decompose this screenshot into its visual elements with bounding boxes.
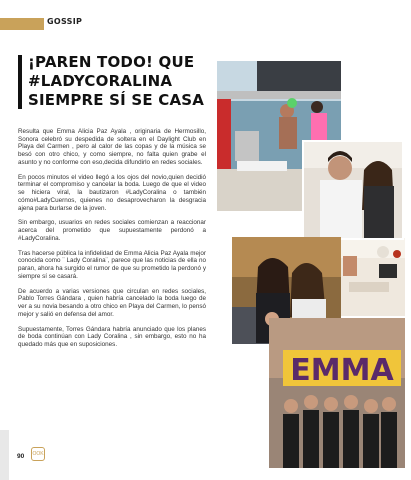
paragraph-1: Resulta que Emma Alicia Paz Ayala , originaria de Hermosillo, Sonora celebró su despedida de soltera en el Daylight Club en Playa del Carmen , pero al calor de las copas y de la música se besó con otro chico, y como siempre, no falta quien grabe el asunto y no conforme con eso,decida difundirlo en redes sociales.: [18, 128, 206, 166]
photo-table: [339, 238, 405, 316]
magazine-logo: OOK: [31, 447, 45, 461]
article-body: [18, 128, 206, 356]
footer-bar: [0, 430, 9, 480]
section-tab: [0, 18, 44, 30]
headline-line-1: ¡PAREN TODO! QUE: [28, 53, 195, 71]
paragraph-3: Sin embargo, usuarios en redes sociales comienzan a reaccionar acerca del prometido que supuestamente perdonó a #LadyCoralina.: [18, 219, 206, 242]
photo-couple: [302, 140, 404, 240]
headline-bar: [18, 55, 22, 109]
paragraph-2: En pocos minutos el video llegó a los ojos del novio,quien decidió terminar el compromiso y cancelar la boda. Luego de que el video se hiciera viral, la bautizaron #LadyCoralina o también cómo#LadyCuernos, quienes no desaprovecharon la desgracia ajena para burlarse de la joven.: [18, 173, 206, 212]
paragraph-4: Tras hacerse pública la infidelidad de Emma Alicia Paz Ayala mejor conocida como ¨ Lady Coralina¨, parece que las noticias de ella no paran, ahora ha surgido el rumor de que su prometido la perdonó y siempre sí se casará.: [18, 249, 206, 280]
headline-line-2: #LADYCORALINA: [28, 72, 173, 90]
headline-line-3: SIEMPRE SÍ SE CASA: [28, 91, 205, 109]
headline: [28, 53, 213, 110]
section-label: GOSSIP: [47, 17, 83, 26]
photo-party-emma: [269, 318, 405, 468]
paragraph-6: Supuestamente, Torres Gándara habría anunciado que los planes de boda continúan con Lady Coralina , sin embargo, esto no ha quedado más que en suposiciones.: [18, 325, 206, 349]
page-number: 90: [17, 453, 25, 460]
paragraph-5: De acuerdo a varias versiones que circulan en redes sociales, Pablo Torres Gándara , quien habría cancelado la boda luego de ver a su novia besando a otro chico en Playa del Carmen, lo pensó mejor y salió en defensa del amor.: [18, 287, 206, 318]
party-sign-text: EMMA: [290, 353, 394, 388]
photo-frame: [302, 140, 404, 240]
